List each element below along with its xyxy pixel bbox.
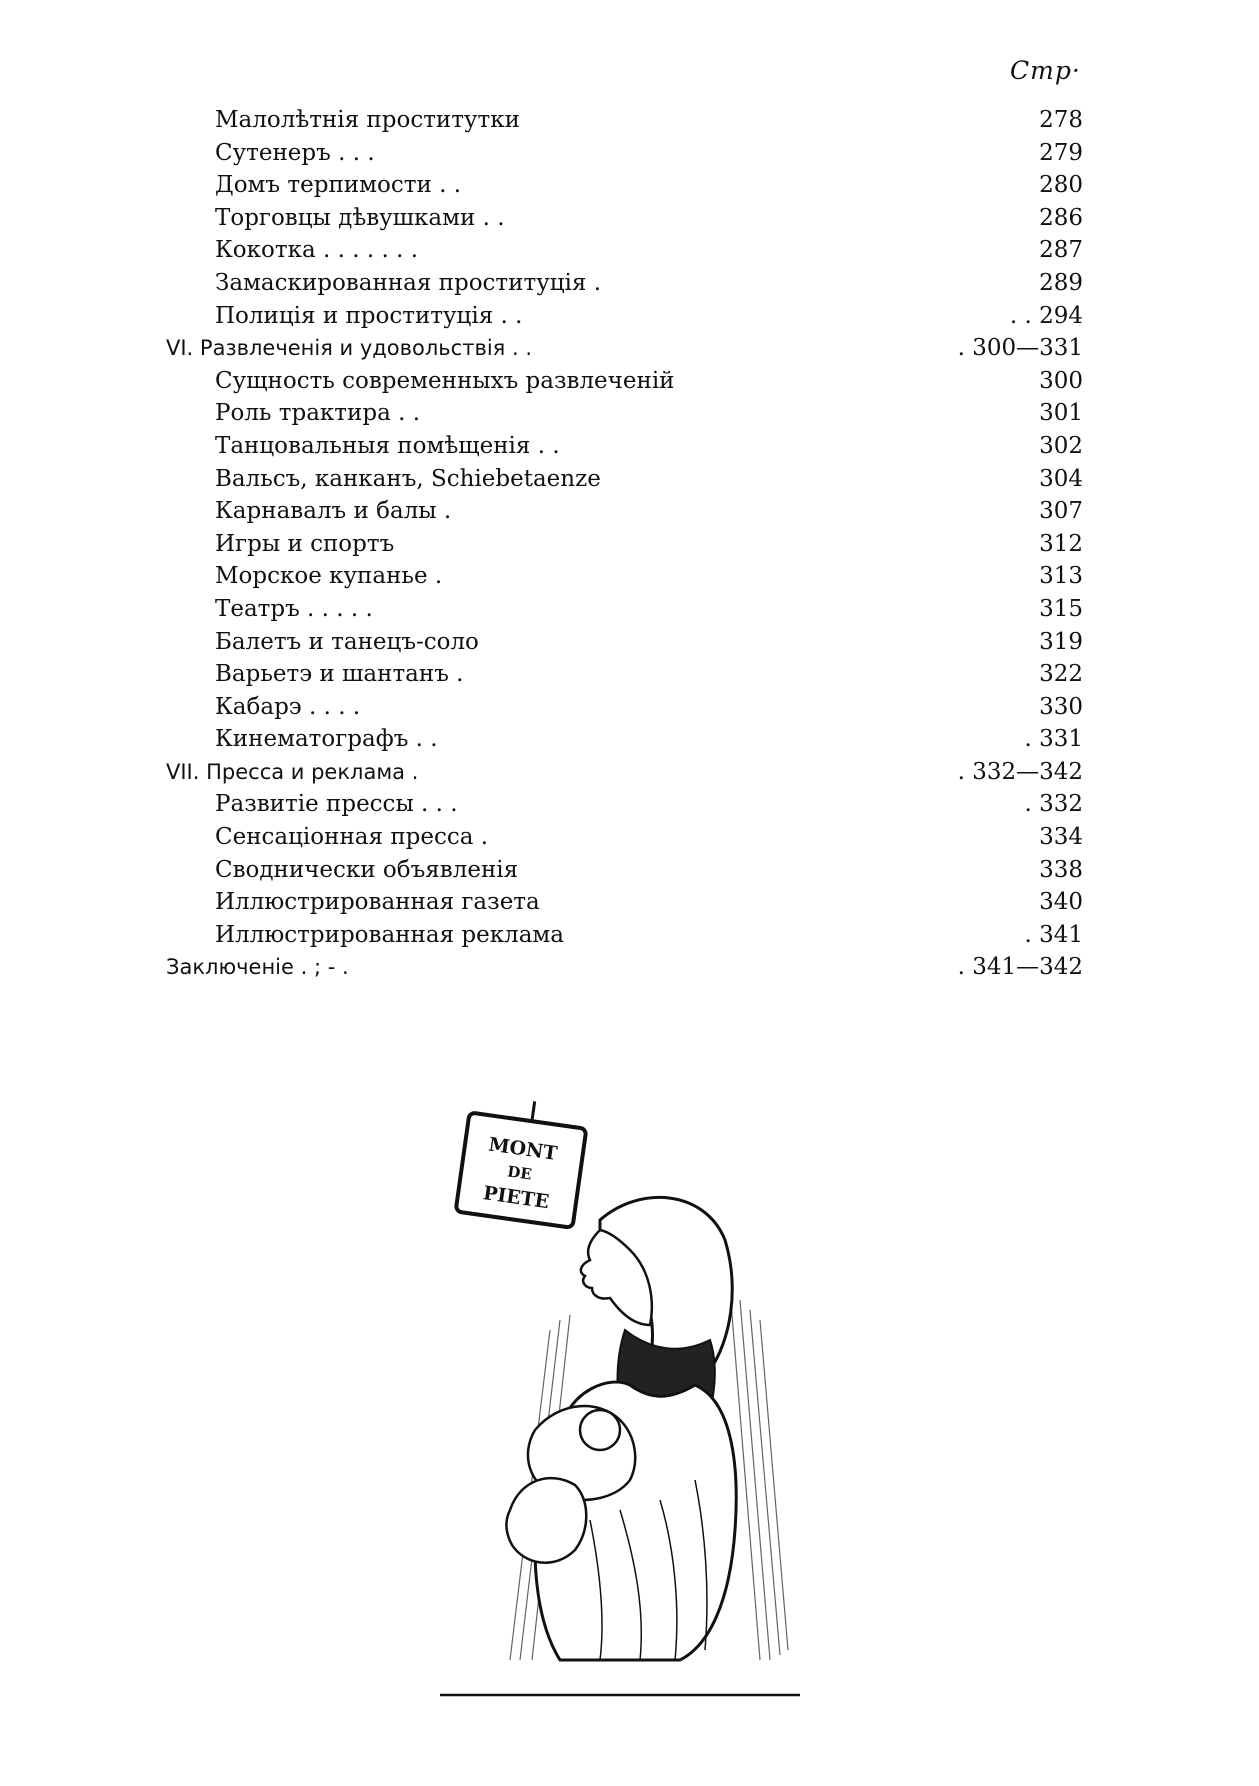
toc-entry-page: 315: [1039, 595, 1083, 622]
toc-entry-page: . 332: [1024, 791, 1083, 818]
toc-entry: [0, 788, 1259, 821]
toc-entry-title: Карнавалъ и балы .: [215, 498, 452, 525]
toc-entry-title: Сущность современныхъ развлеченій: [215, 367, 675, 394]
toc-entry-page: 340: [1039, 889, 1083, 916]
toc-entry-title: Иллюстрированная реклама: [215, 921, 565, 948]
toc-entry: [0, 300, 1259, 333]
toc-entry-page: . 331: [1024, 726, 1083, 753]
toc-entry-page: 338: [1039, 856, 1083, 883]
toc-entry: [0, 397, 1259, 430]
toc-entry-page: . 341: [1024, 921, 1083, 948]
toc-entry: [0, 723, 1259, 756]
toc-entry: [0, 886, 1259, 919]
toc-entry-title: Своднически объявленія: [215, 856, 519, 883]
toc-entry-title: Замаскированная проституція .: [215, 269, 602, 296]
toc-entry-page: . . 294: [1009, 302, 1083, 329]
toc-entry-page: 278: [1039, 107, 1083, 133]
toc-entry-page: 307: [1039, 498, 1083, 525]
toc-entry-title: Сутенеръ . . .: [215, 139, 375, 166]
toc-entry-page: 322: [1039, 661, 1083, 688]
toc-entry-page: . 332—342: [957, 758, 1083, 785]
toc-entry-page: 302: [1039, 432, 1083, 459]
toc-entry: [0, 202, 1259, 235]
toc-entry-title: VII. Пресса и реклама .: [166, 759, 419, 784]
toc-entry: [0, 365, 1259, 398]
toc-entry: [0, 234, 1259, 267]
toc-entry-title: Танцовальныя помѣщенія . .: [215, 432, 560, 459]
toc-entry: [0, 430, 1259, 463]
toc-entry-title: Торговцы дѣвушками . .: [215, 204, 505, 231]
toc-entry: [0, 756, 1259, 789]
toc-entry: [0, 691, 1259, 724]
toc-entry-title: Кокотка . . . . . . .: [215, 237, 419, 264]
toc-entry-page: 286: [1039, 204, 1083, 231]
toc-entry: [0, 658, 1259, 691]
page-header-label: Стр·: [1010, 56, 1081, 85]
toc-entry-title: Домъ терпимости . .: [215, 172, 462, 199]
toc-entry: [0, 919, 1259, 952]
toc-entry: [0, 854, 1259, 887]
toc-entry-page: 319: [1039, 628, 1083, 655]
toc-entry-page: 280: [1039, 172, 1083, 199]
toc-entry-title: Кинематографъ . .: [215, 726, 438, 753]
toc-entry-title: Варьетэ и шантанъ .: [215, 661, 464, 688]
toc-entry: [0, 104, 1259, 137]
toc-entry: [0, 137, 1259, 170]
toc-entry-page: . 341—342: [957, 954, 1083, 981]
illustration-woman-with-child: [440, 1100, 840, 1710]
toc-entry: [0, 463, 1259, 496]
toc-entry: [0, 821, 1259, 854]
toc-entry: [0, 560, 1259, 593]
toc-entry: [0, 495, 1259, 528]
toc-entry-page: 312: [1039, 530, 1083, 557]
toc-entry: [0, 528, 1259, 561]
toc-entry-page: 330: [1039, 693, 1083, 720]
toc-entry-title: Роль трактира . .: [215, 400, 421, 427]
toc-entry: [0, 267, 1259, 300]
toc-entry-page: 304: [1039, 465, 1083, 492]
pawnshop-sign: [456, 1100, 590, 1228]
toc-entry: [0, 593, 1259, 626]
toc-entry-page: 289: [1039, 269, 1083, 296]
toc-entry-title: Малолѣтнія проститутки: [215, 107, 520, 133]
toc-entry-title: Игры и спортъ: [215, 530, 395, 557]
toc-entry-page: 279: [1039, 139, 1083, 166]
toc-entry-page: 301: [1039, 400, 1083, 427]
toc-entry-page: 334: [1039, 824, 1083, 851]
toc-entry: [0, 951, 1259, 984]
toc-entry-title: Полиція и проституція . .: [215, 302, 523, 329]
toc-entry: [0, 169, 1259, 202]
toc-entry-title: Развитіе прессы . . .: [215, 791, 458, 818]
toc-entry-title: Иллюстрированная газета: [215, 889, 540, 916]
toc-entry-page: 313: [1039, 563, 1083, 590]
toc-entry-title: Вальсъ, канканъ, Schiebetaenze: [215, 465, 601, 492]
toc-entry-title: VI. Развлеченія и удовольствія . .: [166, 336, 532, 361]
toc-entry-page: 300: [1039, 367, 1083, 394]
table-of-contents: [0, 104, 1259, 984]
toc-entry: [0, 332, 1259, 365]
sign-line-2: DE: [506, 1162, 533, 1184]
sign-line-3: PIETE: [481, 1182, 551, 1214]
toc-entry-page: . 300—331: [957, 335, 1083, 362]
toc-entry: [0, 626, 1259, 659]
toc-entry-title: Кабарэ . . . .: [215, 693, 361, 720]
toc-entry-title: Заключеніе . ; - .: [166, 955, 349, 980]
toc-entry-title: Морское купанье .: [215, 563, 443, 590]
toc-entry-title: Театръ . . . . .: [215, 595, 373, 622]
toc-entry-page: 287: [1039, 237, 1083, 264]
sign-line-1: MONT: [487, 1133, 559, 1165]
toc-entry-title: Балетъ и танецъ-соло: [215, 628, 479, 655]
toc-entry-title: Сенсаціонная пресса .: [215, 824, 489, 851]
